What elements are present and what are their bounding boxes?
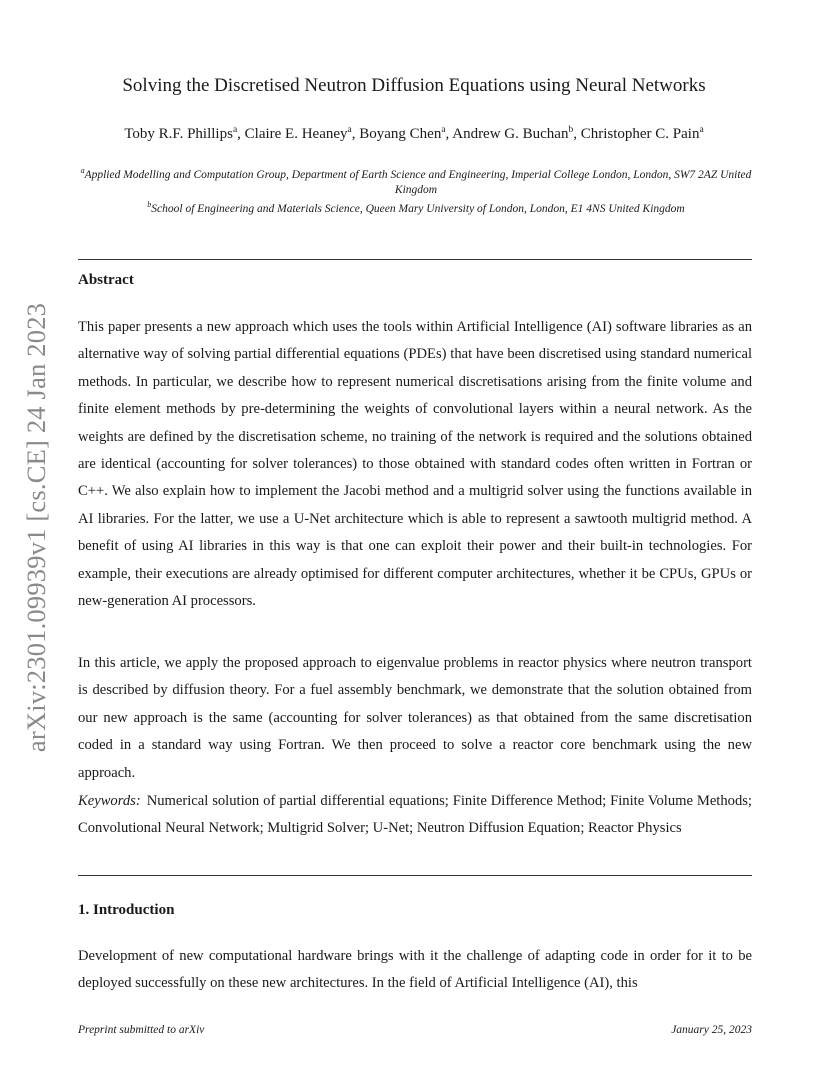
author-list: Toby R.F. Phillips$^a$, Claire E. Heaney$^a$, Boyang Chen$^a$, Andrew G. Buchan$^b$, Christopher C. Pain$^a$ bbox=[124, 125, 704, 142]
affiliation-text: Applied Modelling and Computation Group, Department of Earth Science and Engineering, Imperial College London, London, SW7 2AZ United Kingdom bbox=[84, 168, 752, 196]
header-divider bbox=[78, 259, 752, 260]
keywords-text: Numerical solution of partial differential equations; Finite Difference Method; Finite Volume Methods; Convolutional Neural Network; Multigrid Solver; U-Net; Neutron Diffusion Equation; Reactor Physics bbox=[78, 793, 752, 837]
abstract-paragraph-2: In this article, we apply the proposed approach to eigenvalue problems in reactor physics where neutron transport is described by diffusion theory. For a fuel assembly benchmark, we demonstrate that the solution obtained from our new approach is the same (accounting for solver tolerances) as that obtained from the same discretisation coded in a standard way using Fortran. We then proceed to solve a reactor core benchmark using the new approach. bbox=[78, 655, 752, 781]
author-name: Christopher C. Pain bbox=[580, 126, 700, 142]
abstract-heading: Abstract bbox=[78, 272, 134, 288]
abstract-divider bbox=[78, 875, 752, 876]
paper-title: Solving the Discretised Neutron Diffusion Equations using Neural Networks bbox=[122, 75, 706, 96]
author-affiliation-mark: a bbox=[232, 125, 238, 135]
author-name: Claire E. Heaney bbox=[244, 126, 348, 142]
author-affiliation-mark: a bbox=[699, 125, 704, 135]
author-affiliation-mark: a bbox=[347, 125, 352, 135]
introduction-paragraph: Development of new computational hardware brings with it the challenge of adapting code in order for it to be deployed successfully on these new architectures. In the field of Artificial Intelligence (AI), this bbox=[78, 948, 752, 992]
affiliation-mark: b bbox=[147, 200, 152, 209]
footer-date: January 25, 2023 bbox=[671, 1024, 752, 1036]
author-affiliation-mark: a bbox=[441, 125, 446, 135]
author-name: Andrew G. Buchan bbox=[452, 126, 569, 142]
author-affiliation-mark: b bbox=[568, 125, 574, 135]
footer-preprint-note: Preprint submitted to arXiv bbox=[78, 1024, 205, 1036]
author-name: Boyang Chen bbox=[359, 126, 442, 142]
affiliation-a bbox=[80, 163, 752, 198]
abstract-paragraph-1: This paper presents a new approach which uses the tools within Artificial Intelligence (AI) software libraries as an alternative way of solving partial differential equations (PDEs) that have been discretised using standard numerical methods. In particular, we describe how to represent numerical discretisations arising from the finite volume and finite element methods by pre-determining the weights of convolutional layers within a neural network. As the weights are defined by the discretisation scheme, no training of the network is required and the solutions obtained are identical (accounting for solver tolerances) to those obtained with standard codes often written in Fortran or C++. We also explain how to implement the Jacobi method and a multigrid solver using the functions available in AI libraries. For the latter, we use a U-Net architecture which is able to represent a sawtooth multigrid method. A benefit of using AI libraries in this way is that one can exploit their power and their built-in technologies. For example, their executions are already optimised for different computer architectures, whether it be CPUs, GPUs or new-generation AI processors. bbox=[78, 319, 752, 610]
keywords-block bbox=[78, 788, 752, 843]
author-name: Toby R.F. Phillips bbox=[124, 126, 233, 142]
keywords-label: Keywords: bbox=[78, 793, 141, 809]
affiliation-b bbox=[80, 197, 752, 217]
affiliation-mark: a bbox=[80, 166, 85, 175]
arxiv-watermark bbox=[22, 292, 52, 762]
arxiv-identifier: arXiv:2301.09939v1 [cs.CE] 24 Jan 2023 bbox=[21, 302, 52, 752]
section-heading-introduction: 1. Introduction bbox=[78, 902, 175, 918]
affiliation-text: School of Engineering and Materials Science, Queen Mary University of London, London, E1 4NS United Kingdom bbox=[151, 202, 685, 215]
